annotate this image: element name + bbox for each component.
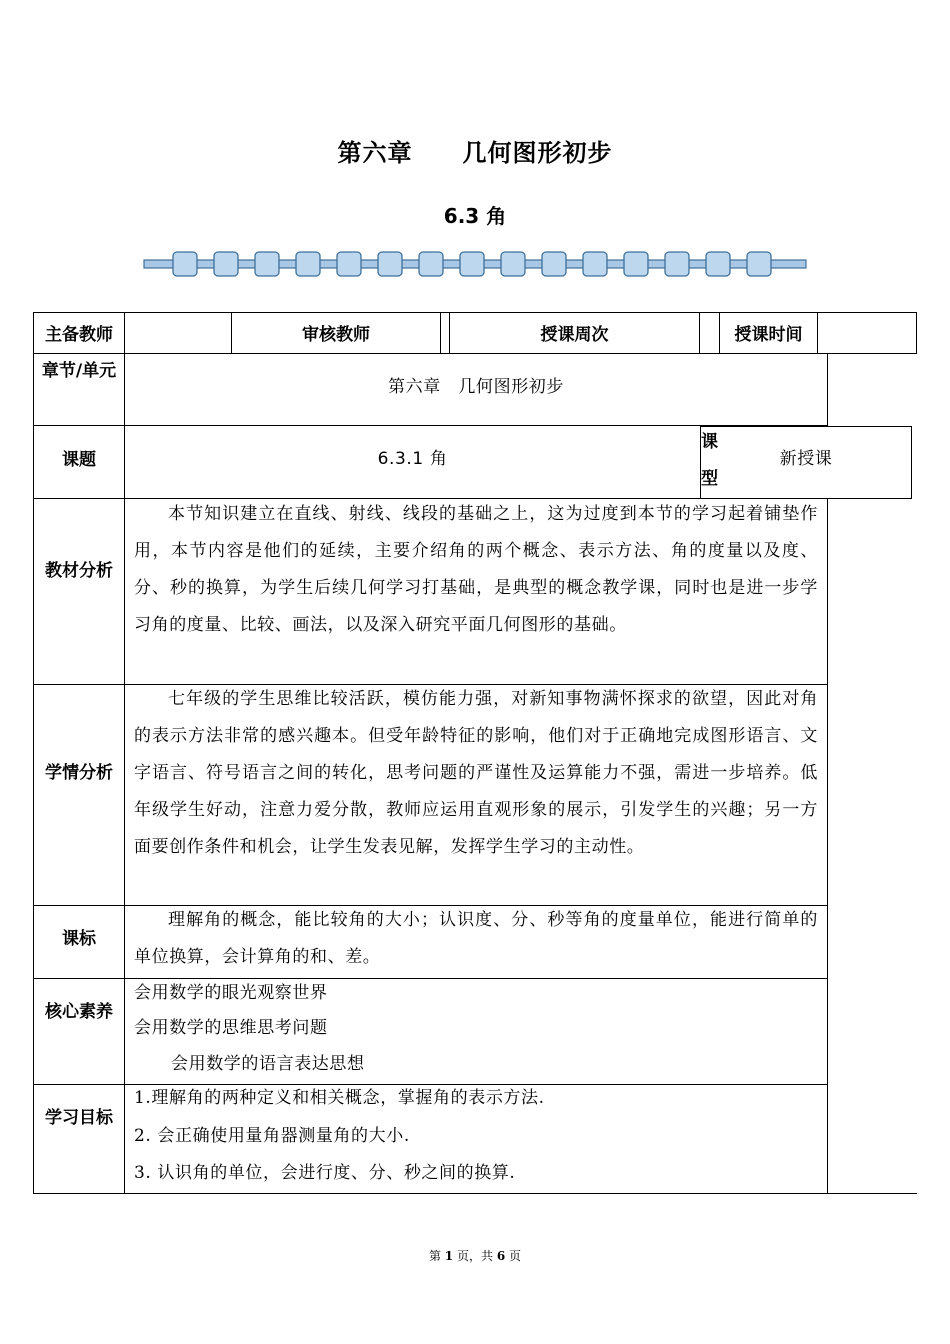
footer-middle: 页，共 bbox=[456, 1249, 493, 1263]
divider-bead bbox=[460, 252, 484, 276]
footer-page-number: 1 bbox=[444, 1249, 454, 1263]
student-label: 学情分析 bbox=[45, 763, 113, 783]
divider-bead bbox=[378, 252, 402, 276]
divider-bead bbox=[665, 252, 689, 276]
divider-beads bbox=[173, 252, 771, 276]
footer-suffix: 页 bbox=[509, 1249, 522, 1263]
divider-bead bbox=[624, 252, 648, 276]
chapter-value: 第六章 几何图形初步 bbox=[388, 377, 564, 397]
literacy-item: 会用数学的语言表达思想 bbox=[171, 1054, 365, 1074]
material-label: 教材分析 bbox=[45, 561, 113, 581]
page-footer bbox=[0, 1247, 950, 1264]
goal-item: 1.理解角的两种定义和相关概念，掌握角的表示方法. bbox=[134, 1088, 545, 1108]
literacy-item: 会用数学的思维思考问题 bbox=[134, 1018, 328, 1038]
divider-bead bbox=[583, 252, 607, 276]
section-title: 6.3 角 bbox=[443, 204, 507, 228]
footer-total-pages: 6 bbox=[496, 1249, 506, 1263]
topic-label: 课题 bbox=[62, 450, 96, 470]
header-time: 授课时间 bbox=[734, 325, 803, 345]
chapter-label: 章节/单元 bbox=[41, 361, 117, 381]
topic-value: 6.3.1 角 bbox=[377, 449, 448, 469]
goal-item: 2. 会正确使用量角器测量角的大小. bbox=[134, 1126, 410, 1146]
divider-bead bbox=[296, 252, 320, 276]
literacy-item: 会用数学的眼光观察世界 bbox=[134, 983, 328, 1003]
literacy-label: 核心素养 bbox=[45, 1002, 113, 1022]
standard-text: 理解角的概念，能比较角的大小；认识度、分、秒等角的度量单位，能进行简单的单位换算，会计算角的和、差。 bbox=[134, 910, 818, 967]
goal-label: 学习目标 bbox=[45, 1108, 113, 1128]
divider-bead bbox=[706, 252, 730, 276]
document-title: 第六章 几何图形初步 bbox=[337, 139, 613, 167]
header-main-teacher: 主备教师 bbox=[45, 325, 113, 345]
goal-item: 3. 认识角的单位，会进行度、分、秒之间的换算. bbox=[134, 1163, 516, 1183]
header-week: 授课周次 bbox=[540, 325, 609, 345]
type-value: 新授课 bbox=[779, 449, 833, 469]
student-text: 七年级的学生思维比较活跃，模仿能力强，对新知事物满怀探求的欲望，因此对角的表示方法非常的感兴趣本。但受年龄特征的影响，他们对于正确地完成图形语言、文字语言、符号语言之间的转化，思考问题的严谨性及运算能力不强，需进一步培养。低年级学生好动，注意力爱分散，教师应运用直观形象的展示，引发学生的兴趣；另一方面要创作条件和机会，让学生发表见解，发挥学生学习的主动性。 bbox=[134, 689, 818, 857]
divider-bead bbox=[747, 252, 771, 276]
divider-bead bbox=[255, 252, 279, 276]
divider-bead bbox=[542, 252, 566, 276]
footer-prefix: 第 bbox=[428, 1249, 441, 1263]
decorative-divider bbox=[0, 0, 950, 300]
material-text: 本节知识建立在直线、射线、线段的基础之上，这为过度到本节的学习起着铺垫作用，本节内容是他们的延续，主要介绍角的两个概念、表示方法、角的度量以及度、分、秒的换算，为学生后续几何学习打基础，是典型的概念教学课，同时也是进一步学习角的度量、比较、画法，以及深入研究平面几何图形的基础。 bbox=[134, 504, 818, 635]
divider-bead bbox=[419, 252, 443, 276]
divider-bead bbox=[214, 252, 238, 276]
standard-label: 课标 bbox=[62, 929, 96, 949]
divider-bead bbox=[337, 252, 361, 276]
type-label: 课型 bbox=[701, 432, 718, 489]
divider-bead bbox=[173, 252, 197, 276]
header-reviewer: 审核教师 bbox=[302, 325, 370, 345]
divider-bead bbox=[501, 252, 525, 276]
